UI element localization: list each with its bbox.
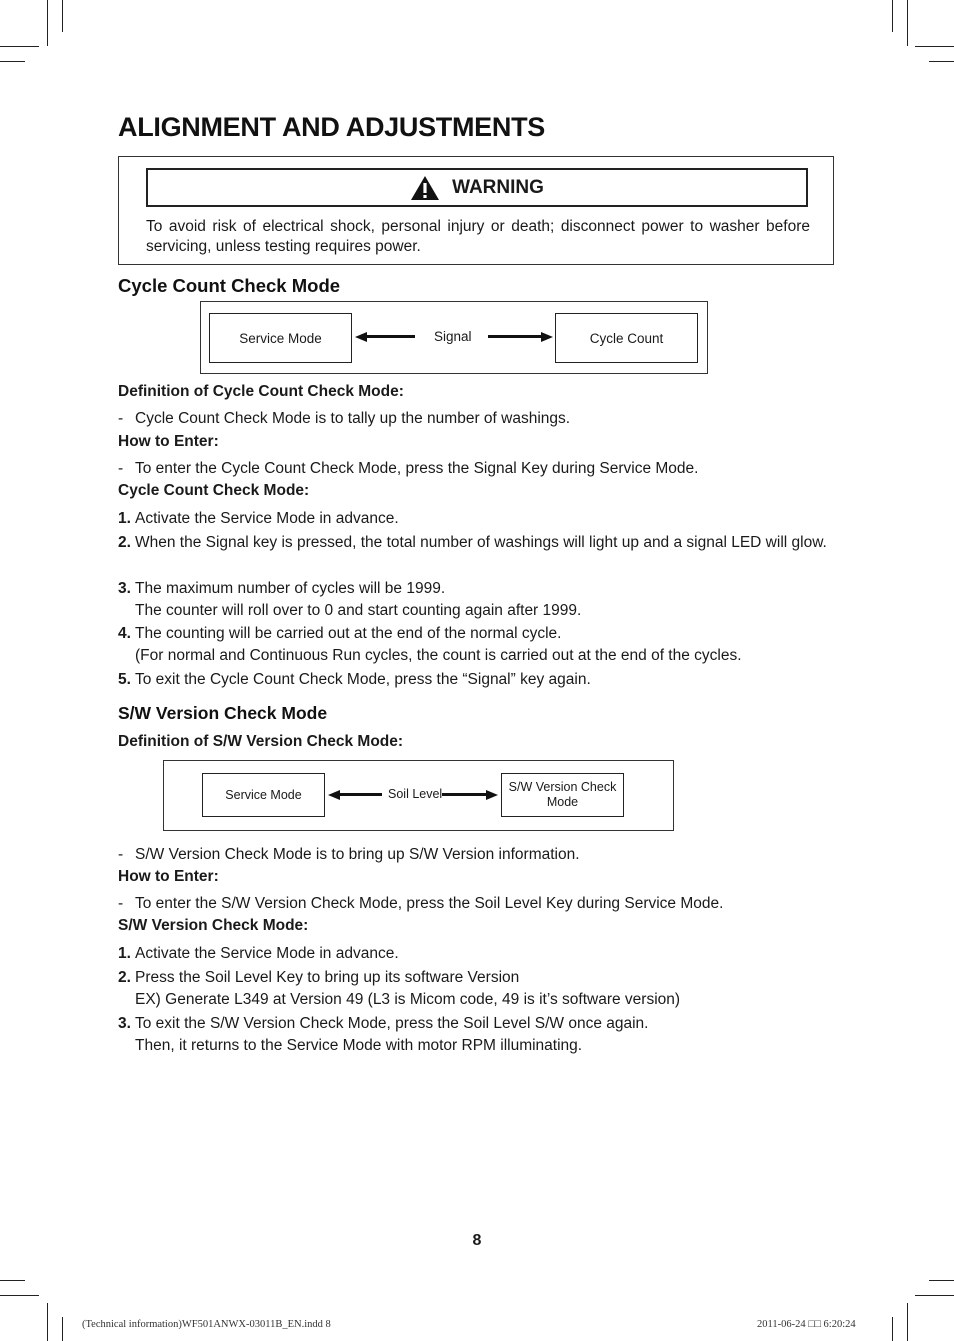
sw-definition-label: Definition of S/W Version Check Mode: [118,733,404,750]
crop-mark [929,61,954,62]
cycle-count-heading: Cycle Count Check Mode [118,275,341,296]
crop-mark [892,0,893,32]
cycle-how-label: How to Enter: [118,433,219,450]
diagram-soil-level-label: Soil Level [388,787,443,801]
page-number: 8 [472,1232,482,1249]
cycle-step-3: 3. The maximum number of cycles will be 1999. The counter will roll over to 0 and start counting again after 1999. [118,580,582,619]
diagram-service-mode-box: Service Mode [202,773,325,817]
footer-file-info: (Technical information)WF501ANWX-03011B_EN.indd 8 [82,1319,331,1330]
sw-how-text: To enter the S/W Version Check Mode, press the Soil Level Key during Service Mode. [135,895,724,912]
diagram-service-mode-box: Service Mode [209,313,352,363]
sw-version-diagram [163,760,674,831]
crop-mark [0,46,39,47]
sw-definition-text: S/W Version Check Mode is to bring up S/W Version information. [135,846,580,863]
warning-title: WARNING [452,176,544,198]
connector-line [338,793,382,796]
crop-mark [62,0,63,32]
connector-line [365,335,415,338]
sw-step-2: 2. Press the Soil Level Key to bring up its software Version EX) Generate L349 at Version 49 (L3 is Micom code, 49 is it’s software version) [118,969,681,1008]
cycle-steps-label: Cycle Count Check Mode: [118,482,310,499]
diagram-signal-label: Signal [434,329,472,344]
cycle-definition-text: Cycle Count Check Mode is to tally up the number of washings. [135,410,571,427]
cycle-step-5: 5. To exit the Cycle Count Check Mode, press the “Signal” key again. [118,671,591,688]
arrow-right-icon [541,332,553,342]
crop-mark [47,0,48,46]
crop-mark [0,61,25,62]
warning-triangle-icon [410,175,440,201]
crop-mark [62,1317,63,1341]
crop-mark [907,1303,908,1341]
cycle-step-2: 2. When the Signal key is pressed, the total number of washings will light up and a signal LED will glow. [118,534,827,551]
sw-step-3: 3. To exit the S/W Version Check Mode, press the Soil Level S/W once again. Then, it returns to the Service Mode with motor RPM illuminating. [118,1015,649,1054]
connector-line [442,793,487,796]
sw-steps-label: S/W Version Check Mode: [118,917,309,934]
crop-mark [892,1317,893,1341]
cycle-step-4: 4. The counting will be carried out at the end of the normal cycle. (For normal and Continuous Run cycles, the count is carried out at the end of the cycles. [118,625,742,664]
crop-mark [47,1303,48,1341]
page-title: ALIGNMENT AND ADJUSTMENTS [118,112,545,142]
warning-box [118,156,834,265]
cycle-count-diagram [200,301,708,374]
crop-mark [0,1295,39,1296]
cycle-how-text: To enter the Cycle Count Check Mode, press the Signal Key during Service Mode. [135,460,699,477]
warning-header [146,168,808,207]
arrow-right-icon [486,790,498,800]
crop-mark [929,1280,954,1281]
cycle-step-1: 1. Activate the Service Mode in advance. [118,510,399,527]
crop-mark [0,1280,25,1281]
sw-step-1: 1. Activate the Service Mode in advance. [118,945,399,962]
diagram-sw-version-box: S/W Version Check Mode [501,773,624,817]
diagram-cycle-count-box: Cycle Count [555,313,698,363]
crop-mark [915,1295,954,1296]
connector-line [488,335,543,338]
sw-version-heading: S/W Version Check Mode [118,703,328,723]
footer-timestamp: 2011-06-24 □□ 6:20:24 [757,1319,856,1330]
crop-mark [915,46,954,47]
sw-how-label: How to Enter: [118,868,219,885]
warning-text: To avoid risk of electrical shock, personal injury or death; disconnect power to washer before servicing, unless testing requires power. [146,218,810,255]
cycle-definition-label: Definition of Cycle Count Check Mode: [118,383,404,400]
crop-mark [907,0,908,46]
